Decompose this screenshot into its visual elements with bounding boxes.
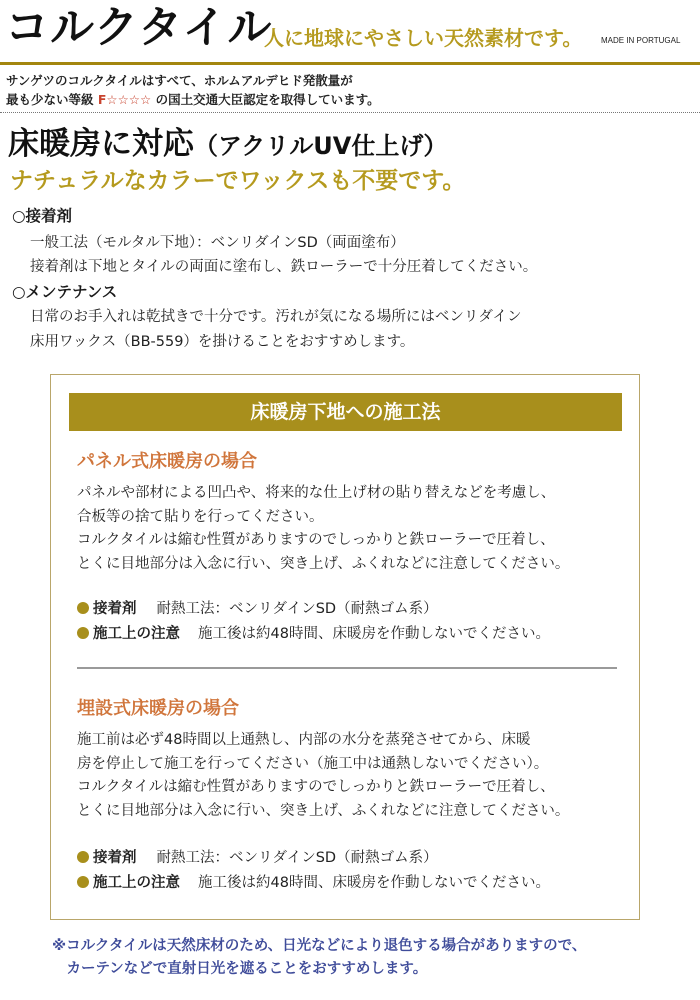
intro-text — [6, 71, 380, 109]
bullet-dot-icon — [77, 627, 89, 639]
intro-line-2-pre: 最も少ない等級 — [6, 92, 98, 107]
case-embedded-title: 埋設式床暖房の場合 — [77, 698, 239, 719]
case-embedded-caution — [77, 871, 550, 895]
feature-heading-main: 床暖房に対応 — [8, 126, 194, 162]
footnote-line-2: カーテンなどで直射日光を遮ることをおすすめします。 — [52, 961, 428, 977]
case-panel-caution — [77, 622, 550, 646]
case-panel-line-1: パネルや部材による凹凸や、将来的な仕上げ材の貼り替えなどを考慮し、 — [77, 485, 556, 501]
case-panel-caution-label: 施工上の注意 — [93, 626, 180, 642]
feature-heading — [8, 124, 447, 166]
adhesive-line-1: 一般工法（モルタル下地）：ベンリダインSD（両面塗布） — [30, 235, 405, 251]
footnote-line-1: ※コルクタイルは天然床材のため、日光などにより退色する場合がありますので、 — [52, 938, 587, 954]
case-embedded-caution-label: 施工上の注意 — [93, 875, 180, 891]
adhesive-line-2: 接着剤は下地とタイルの両面に塗布し、鉄ローラーで十分圧着してください。 — [30, 259, 538, 275]
case-divider — [77, 667, 617, 669]
case-panel-adhesive-text: 耐熱工法：ベンリダインSD（耐熱ゴム系） — [156, 601, 438, 617]
maintenance-line-2: 床用ワックス（BB-559）を掛けることをおすすめします。 — [30, 334, 415, 350]
intro-line-1: サンゲツのコルクタイルはすべて、ホルムアルデヒド発散量が — [6, 73, 353, 88]
floor-heating-box — [50, 374, 640, 920]
intro-line-2-post: の国土交通大臣認定を取得しています。 — [151, 92, 380, 107]
product-title: コルクタイル — [5, 2, 273, 53]
page-header — [0, 0, 700, 62]
case-embedded-line-4: とくに目地部分は入念に行い、突き上げ、ふくれなどに注意してください。 — [77, 802, 570, 819]
case-panel-line-3: コルクタイルは縮む性質がありますのでしっかりと鉄ローラーで圧着し、 — [77, 532, 555, 548]
case-embedded-line-2: 房を停止して施工を行ってください（施工中は通熱しないでください）。 — [77, 755, 549, 772]
case-panel-title: パネル式床暖房の場合 — [77, 451, 257, 472]
adhesive-label: ○接着剤 — [12, 207, 73, 225]
bullet-dot-icon — [77, 876, 89, 888]
made-in-label: MADE IN PORTUGAL — [601, 36, 681, 45]
intro-line-2 — [6, 90, 380, 109]
case-panel-text — [77, 482, 569, 576]
sunlight-footnote — [52, 935, 586, 981]
case-embedded-line-3: コルクタイルは縮む性質がありますのでしっかりと鉄ローラーで圧着し、 — [77, 779, 555, 795]
case-embedded-caution-text: 施工後は約48時間、床暖房を作動しないでください。 — [198, 875, 550, 891]
feature-heading-sub: （アクリルUV仕上げ） — [194, 132, 448, 160]
case-panel-caution-text: 施工後は約48時間、床暖房を作動しないでください。 — [198, 626, 550, 642]
case-panel-adhesive — [77, 597, 438, 621]
header-rule — [0, 62, 700, 65]
case-panel-line-4: とくに目地部分は入念に行い、突き上げ、ふくれなどに注意してください。 — [77, 555, 570, 572]
case-embedded-text — [77, 729, 569, 823]
case-panel-line-2: 合板等の捨て貼りを行ってください。 — [77, 508, 324, 525]
feature-subheading: ナチュラルなカラーでワックスも不要です。 — [10, 168, 466, 194]
product-tagline: 人に地球にやさしい天然素材です。 — [264, 26, 583, 50]
bullet-dot-icon — [77, 602, 89, 614]
case-embedded-adhesive — [77, 846, 438, 870]
maintenance-line-1: 日常のお手入れは乾拭きで十分です。汚れが気になる場所にはベンリダイン — [30, 309, 522, 325]
maintenance-label: ○メンテナンス — [12, 283, 118, 301]
case-embedded-adhesive-label: 接着剤 — [93, 850, 137, 866]
bullet-dot-icon — [77, 851, 89, 863]
intro-divider — [0, 112, 700, 113]
case-embedded-line-1: 施工前は必ず48時間以上通熱し、内部の水分を蒸発させてから、床暖 — [77, 732, 531, 748]
box-title: 床暖房下地への施工法 — [69, 393, 622, 431]
case-embedded-adhesive-text: 耐熱工法：ベンリダインSD（耐熱ゴム系） — [156, 850, 438, 866]
case-panel-adhesive-label: 接着剤 — [93, 601, 137, 617]
formaldehyde-grade: F☆☆☆☆ — [97, 92, 152, 107]
